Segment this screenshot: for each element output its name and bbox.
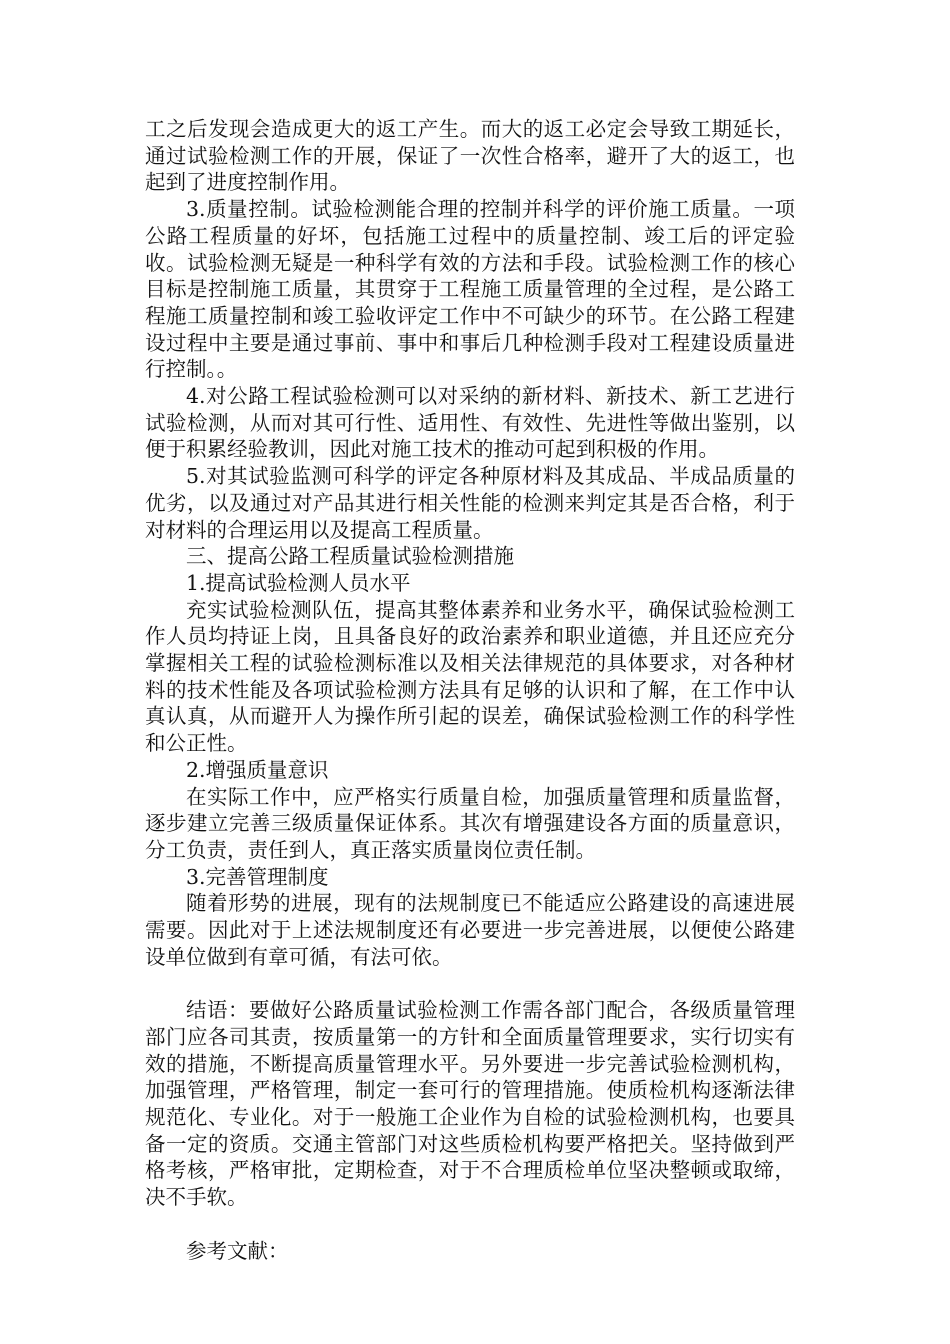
blank-line [145, 971, 795, 998]
paragraph-quality-control: 3.质量控制。试验检测能合理的控制并科学的评价施工质量。一项公路工程质量的好坏，包括施工过程中的质量控制、竣工后的评定验收。试验检测无疑是一种科学有效的方法和手段。试验检测工作的核心目标是控制施工质量，其贯穿于工程施工质量管理的全过程，是公路工程施工质量控制和竣工验收评定工作中不可缺少的环节。在公路工程建设过程中主要是通过事前、事中和事后几种检测手段对工程建设质量进行控制。。 [145, 197, 795, 382]
paragraph-quality-awareness: 在实际工作中，应严格实行质量自检，加强质量管理和质量监督，逐步建立完善三级质量保证体系。其次有增强建设各方面的质量意识，分工负责，责任到人，真正落实质量岗位责任制。 [145, 784, 795, 862]
paragraph-material-evaluation: 5.对其试验监测可科学的评定各种原材料及其成品、半成品质量的优劣，以及通过对产品其进行相关性能的检测来判定其是否合格，利于对材料的合理运用以及提高工程质量。 [145, 464, 795, 542]
subheading-staff-level: 1.提高试验检测人员水平 [186, 570, 411, 595]
paragraph-new-materials: 4.对公路工程试验检测可以对采纳的新材料、新技术、新工艺进行试验检测，从而对其可行性、适用性、有效性、先进性等做出鉴别，以便于积累经验教训，因此对施工技术的推动可起到积极的作用。 [145, 384, 795, 462]
references-heading: 参考文献： [186, 1238, 289, 1263]
subheading-management-system: 3.完善管理制度 [186, 864, 329, 889]
subheading-quality-awareness: 2.增强质量意识 [186, 757, 329, 782]
paragraph-management-system: 随着形势的进展，现有的法规制度已不能适应公路建设的高速进展需要。因此对于上述法规制度还有必要进一步完善进展，以便使公路建设单位做到有章可循，有法可依。 [145, 891, 795, 969]
paragraph-staff-level: 充实试验检测队伍，提高其整体素养和业务水平，确保试验检测工作人员均持证上岗，且具备良好的政治素养和职业道德，并且还应充分掌握相关工程的试验检测标准以及相关法律规范的具体要求，对各种材料的技术性能及各项试验检测方法具有足够的认识和了解，在工作中认真认真，从而避开人为操作所引起的误差，确保试验检测工作的科学性和公正性。 [145, 597, 795, 756]
paragraph-conclusion: 结语：要做好公路质量试验检测工作需各部门配合，各级质量管理部门应各司其责，按质量第一的方针和全面质量管理要求，实行切实有效的措施，不断提高质量管理水平。另外要进一步完善试验检测机构，加强管理，严格管理，制定一套可行的管理措施。使质检机构逐渐法律规范化、专业化。对于一般施工企业作为自检的试验检测机构，也要具备一定的资质。交通主管部门对这些质检机构要严格把关。坚持做到严格考核，严格审批，定期检查，对于不合理质检单位坚决整顿或取缔，决不手软。 [145, 998, 795, 1210]
blank-line [145, 1211, 795, 1238]
paragraph-rework-continuation: 工之后发现会造成更大的返工产生。而大的返工必定会导致工期延长，通过试验检测工作的开展，保证了一次性合格率，避开了大的返工，也起到了进度控制作用。 [145, 117, 795, 195]
section-heading-measures: 三、提高公路工程质量试验检测措施 [186, 544, 514, 569]
document-page [145, 116, 795, 1264]
